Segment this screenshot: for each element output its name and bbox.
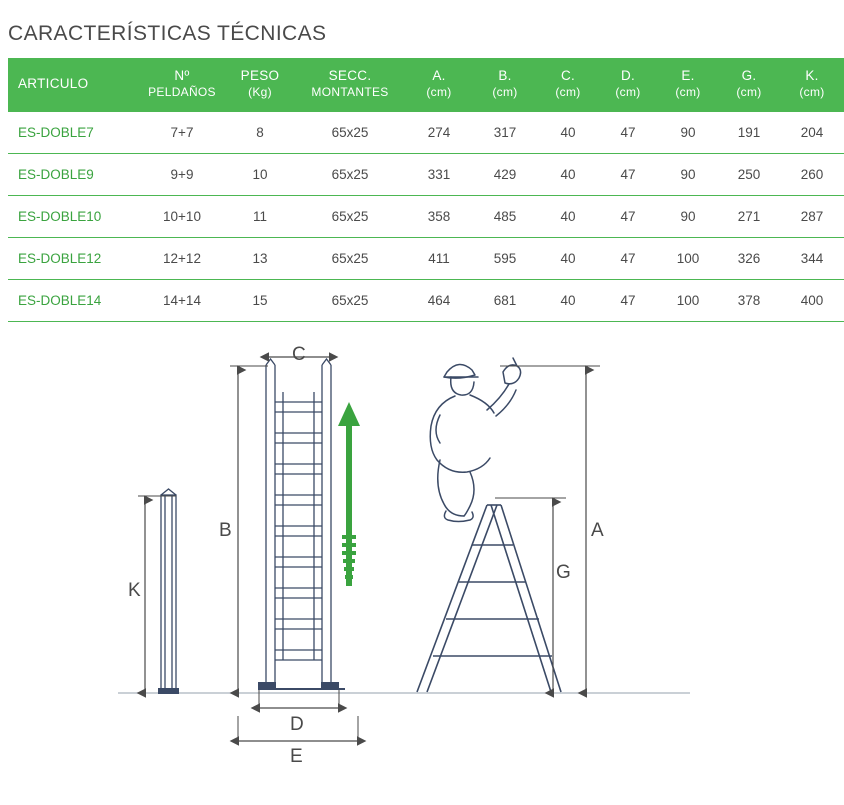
table-row	[8, 153, 844, 195]
table-row	[8, 112, 844, 154]
dimension-label-g: G	[556, 562, 571, 583]
cell-c: 40	[538, 153, 598, 195]
cell-articulo: ES-DOBLE14	[8, 279, 138, 321]
column-header-g	[718, 58, 780, 112]
cell-secc: 65x25	[294, 195, 406, 237]
header-sub: (Kg)	[248, 84, 272, 99]
header-main: A.	[432, 68, 446, 83]
header-main: D.	[620, 68, 636, 83]
dimension-k	[138, 496, 176, 693]
header-main: C.	[560, 68, 576, 83]
cell-peso: 10	[226, 153, 294, 195]
cell-peso: 13	[226, 237, 294, 279]
column-header-peso	[226, 58, 294, 112]
column-header-d	[598, 58, 658, 112]
cell-k: 260	[780, 153, 844, 195]
ladder-technical-drawing	[0, 330, 800, 800]
cell-d: 47	[598, 153, 658, 195]
header-sub: (cm)	[492, 84, 518, 99]
cell-peldanos: 10+10	[138, 195, 226, 237]
cell-g: 250	[718, 153, 780, 195]
header-main: G.	[741, 68, 757, 83]
dimension-b	[230, 366, 268, 693]
dimension-a	[500, 366, 600, 693]
cell-articulo: ES-DOBLE9	[8, 153, 138, 195]
drawing-svg	[0, 330, 800, 800]
cell-peso: 15	[226, 279, 294, 321]
header-sub: (cm)	[799, 84, 825, 99]
cell-g: 326	[718, 237, 780, 279]
header-main: PESO	[240, 68, 280, 83]
header-sub: (cm)	[426, 84, 452, 99]
cell-b: 317	[472, 112, 538, 154]
cell-peldanos: 9+9	[138, 153, 226, 195]
cell-d: 47	[598, 237, 658, 279]
cell-e: 90	[658, 112, 718, 154]
column-header-peldanos	[138, 58, 226, 112]
cell-a: 331	[406, 153, 472, 195]
cell-peldanos: 12+12	[138, 237, 226, 279]
cell-b: 681	[472, 279, 538, 321]
header-main: Nº	[174, 68, 190, 83]
cell-k: 287	[780, 195, 844, 237]
dimension-label-d: D	[290, 714, 304, 735]
step-ladder	[417, 505, 561, 692]
cell-k: 344	[780, 237, 844, 279]
column-header-e	[658, 58, 718, 112]
folded-ladder	[158, 489, 179, 694]
header-sub: MONTANTES	[311, 84, 389, 99]
cell-articulo: ES-DOBLE12	[8, 237, 138, 279]
cell-e: 100	[658, 279, 718, 321]
cell-peso: 11	[226, 195, 294, 237]
cell-a: 358	[406, 195, 472, 237]
cell-peldanos: 7+7	[138, 112, 226, 154]
worker-figure	[430, 358, 520, 522]
cell-secc: 65x25	[294, 112, 406, 154]
cell-e: 90	[658, 153, 718, 195]
dimension-label-e: E	[290, 746, 303, 767]
extension-ladder	[258, 359, 345, 689]
specs-table-head	[8, 58, 844, 112]
cell-b: 485	[472, 195, 538, 237]
cell-a: 274	[406, 112, 472, 154]
cell-k: 204	[780, 112, 844, 154]
column-header-secc-montantes	[294, 58, 406, 112]
cell-b: 429	[472, 153, 538, 195]
column-header-a	[406, 58, 472, 112]
header-sub: (cm)	[675, 84, 701, 99]
cell-secc: 65x25	[294, 279, 406, 321]
header-main: SECC.	[328, 68, 372, 83]
header-sub: PELDAÑOS	[148, 84, 216, 99]
dimension-label-a: A	[591, 520, 604, 541]
header-sub: (cm)	[736, 84, 762, 99]
header-main: K.	[805, 68, 819, 83]
cell-g: 271	[718, 195, 780, 237]
table-row	[8, 195, 844, 237]
cell-articulo: ES-DOBLE10	[8, 195, 138, 237]
table-header-row	[8, 58, 844, 112]
cell-c: 40	[538, 195, 598, 237]
specs-table	[8, 58, 844, 322]
dimension-label-k: K	[128, 580, 141, 601]
page-title: CARACTERÍSTICAS TÉCNICAS	[8, 22, 327, 45]
header-main: E.	[681, 68, 695, 83]
specs-table-container	[8, 58, 825, 322]
cell-e: 90	[658, 195, 718, 237]
header-sub: (cm)	[615, 84, 641, 99]
cell-secc: 65x25	[294, 153, 406, 195]
cell-c: 40	[538, 112, 598, 154]
column-header-c	[538, 58, 598, 112]
cell-a: 411	[406, 237, 472, 279]
column-header-b	[472, 58, 538, 112]
cell-e: 100	[658, 237, 718, 279]
header-main: B.	[498, 68, 512, 83]
table-row	[8, 237, 844, 279]
specs-table-body	[8, 112, 844, 322]
cell-k: 400	[780, 279, 844, 321]
cell-g: 378	[718, 279, 780, 321]
cell-g: 191	[718, 112, 780, 154]
cell-peldanos: 14+14	[138, 279, 226, 321]
cell-articulo: ES-DOBLE7	[8, 112, 138, 154]
extension-arrow-icon	[338, 402, 360, 586]
table-row	[8, 279, 844, 321]
cell-b: 595	[472, 237, 538, 279]
header-main: ARTICULO	[18, 75, 89, 91]
cell-c: 40	[538, 279, 598, 321]
column-header-k	[780, 58, 844, 112]
cell-d: 47	[598, 279, 658, 321]
dimension-label-b: B	[219, 520, 232, 541]
dimension-label-c: C	[292, 344, 306, 365]
cell-peso: 8	[226, 112, 294, 154]
cell-a: 464	[406, 279, 472, 321]
header-sub: (cm)	[555, 84, 581, 99]
cell-secc: 65x25	[294, 237, 406, 279]
cell-d: 47	[598, 112, 658, 154]
cell-c: 40	[538, 237, 598, 279]
cell-d: 47	[598, 195, 658, 237]
column-header-articulo	[8, 58, 138, 112]
